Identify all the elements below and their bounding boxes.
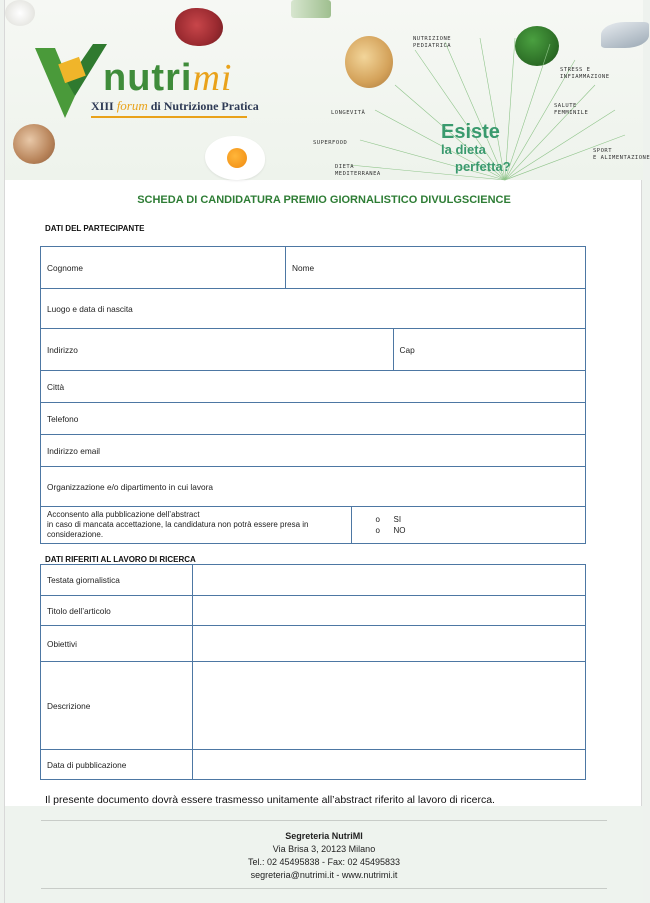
radio-si-icon: o: [375, 515, 380, 524]
footer-address: Via Brisa 3, 20123 Milano: [272, 844, 376, 854]
page: [4, 0, 650, 903]
ray-label-pediatrica: NUTRIZIONE PEDIATRICA: [413, 36, 452, 49]
obiettivi-input[interactable]: [193, 626, 586, 662]
egg-yolk-image: [227, 148, 247, 168]
footer-org: Segreteria NutriMI: [285, 831, 363, 841]
radio-option-si[interactable]: [376, 514, 586, 525]
descrizione-label-cell: [41, 662, 193, 750]
form-title: SCHEDA DI CANDIDATURA PREMIO GIORNALISTICO DIVULGSCIENCE: [137, 194, 511, 206]
indirizzo-label: Indirizzo: [47, 344, 78, 355]
descrizione-label: Descrizione: [47, 700, 91, 711]
data-pub-input[interactable]: [193, 750, 586, 780]
logo-wordmark: nutrimi: [103, 57, 233, 99]
testata-label-cell: [41, 565, 193, 596]
email-label: Indirizzo email: [47, 445, 101, 456]
pills-image: [291, 0, 331, 18]
radio-no-label: NO: [393, 526, 406, 535]
consenso-options-cell: [351, 507, 585, 543]
data-pub-label-cell: [41, 750, 193, 780]
ray-label-sport: SPORT E ALIMENTAZIONE: [593, 148, 650, 161]
footer-contacts: [5, 830, 643, 882]
nome-cell[interactable]: [286, 247, 586, 289]
footer-web[interactable]: segreteria@nutrimi.it - www.nutrimi.it: [250, 870, 398, 880]
indirizzo-cell[interactable]: [41, 329, 393, 370]
data-pub-label: Data di pubblicazione: [47, 759, 127, 770]
bread-image: [13, 124, 55, 164]
organizzazione-cell[interactable]: [41, 467, 586, 507]
cognome-cell[interactable]: [41, 247, 286, 289]
ray-label-femminile: SALUTE FEMMINILE: [554, 103, 589, 116]
indirizzo-row: [41, 329, 586, 371]
ray-label-stress: STRESS E INFIAMMAZIONE: [560, 67, 610, 80]
ray-label-mediterranea: DIETA MEDITERRANEA: [335, 164, 381, 177]
garlic-image: [5, 0, 35, 26]
footer-phone: Tel.: 02 45495838 - Fax: 02 45495833: [247, 857, 401, 867]
citta-label: Città: [47, 381, 65, 392]
consenso-row: [41, 507, 586, 544]
consenso-label-cell: [41, 507, 351, 543]
footer-bottom-divider: [41, 888, 607, 889]
footer: [5, 806, 643, 903]
radio-si-label: SI: [393, 515, 402, 524]
banner-headline: Esiste la dieta perfetta?: [441, 121, 511, 174]
section-participant-heading: DATI DEL PARTECIPANTE: [45, 224, 145, 233]
submission-note: Il presente documento dovrà essere trasmesso unitamente all’abstract riferito al lavoro di ricerca.: [45, 794, 495, 806]
obiettivi-label-cell: [41, 626, 193, 662]
consenso-line2: in caso di mancata accettazione, la candidatura non potrà essere presa in considerazione.: [47, 520, 309, 539]
luogo-data-label: Luogo e data di nascita: [47, 303, 133, 314]
cap-cell[interactable]: [393, 329, 585, 370]
logo-subtitle: XIII forum di Nutrizione Pratica: [91, 98, 259, 113]
titolo-label: Titolo dell’articolo: [47, 605, 111, 616]
header-banner: [5, 0, 650, 180]
testata-label: Testata giornalistica: [47, 575, 120, 585]
logo-underline: [91, 116, 247, 118]
obiettivi-label: Obiettivi: [47, 638, 77, 649]
descrizione-input[interactable]: [193, 662, 586, 750]
radio-option-no[interactable]: [376, 525, 586, 536]
section-research-heading: DATI RIFERITI AL LAVORO DI RICERCA: [45, 555, 196, 564]
nome-label: Nome: [292, 262, 315, 273]
participant-table: [40, 246, 586, 544]
cognome-label: Cognome: [47, 262, 83, 273]
meat-image: [175, 8, 223, 46]
footer-top-divider: [41, 820, 607, 821]
email-cell[interactable]: [41, 435, 586, 467]
telefono-label: Telefono: [47, 413, 79, 424]
consenso-line1: Acconsento alla pubblicazione dell’abstract: [47, 510, 200, 519]
titolo-label-cell: [41, 596, 193, 626]
cap-label: Cap: [399, 344, 415, 355]
testata-input[interactable]: [193, 565, 586, 596]
telefono-cell[interactable]: [41, 403, 586, 435]
organizzazione-label: Organizzazione e/o dipartimento in cui lavora: [47, 481, 214, 492]
ray-label-longevita: LONGEVITÀ: [331, 110, 366, 116]
research-table: [40, 564, 586, 780]
ray-label-superfood: SUPERFOOD: [313, 140, 348, 146]
titolo-input[interactable]: [193, 596, 586, 626]
luogo-data-cell[interactable]: [41, 289, 586, 329]
citta-cell[interactable]: [41, 371, 586, 403]
radio-no-icon: o: [375, 526, 380, 535]
